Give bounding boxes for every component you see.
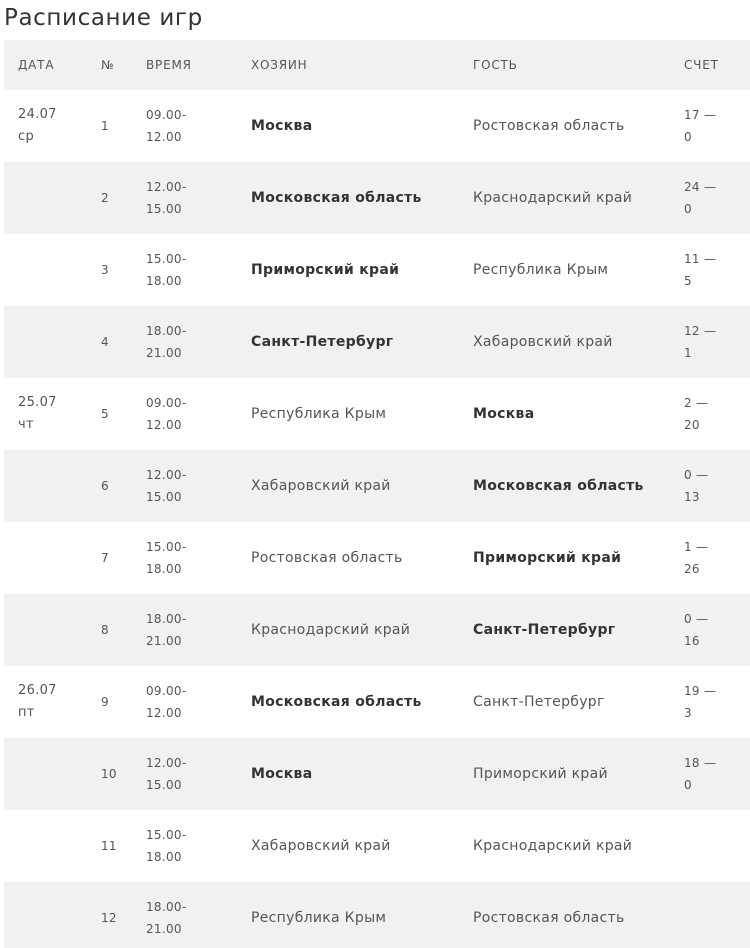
- score-cell: [674, 882, 750, 948]
- header-score: СЧЕТ: [684, 58, 719, 72]
- game-number: 11: [101, 839, 117, 853]
- score-bottom: 16: [684, 634, 700, 648]
- time-cell: [132, 378, 237, 450]
- score-cell: [674, 666, 750, 738]
- game-number: 10: [101, 767, 117, 781]
- score-cell: [674, 378, 750, 450]
- guest-team: Ростовская область: [473, 910, 625, 926]
- table-row: [4, 810, 750, 882]
- score-bottom: 13: [684, 490, 700, 504]
- time-cell: [132, 594, 237, 666]
- guest-team: Краснодарский край: [473, 838, 633, 854]
- table-row: [4, 90, 750, 162]
- score-top: 0 —: [684, 612, 709, 626]
- score-bottom: 3: [684, 706, 692, 720]
- time-end: 18.00: [146, 850, 182, 864]
- time-start: 12.00-: [146, 756, 187, 770]
- date-cell: [4, 450, 87, 522]
- score-top: 0 —: [684, 468, 709, 482]
- score-cell: [674, 810, 750, 882]
- score-top: 19 —: [684, 684, 717, 698]
- date-weekday: пт: [18, 705, 35, 720]
- table-row: [4, 234, 750, 306]
- time-end: 12.00: [146, 130, 182, 144]
- time-cell: [132, 90, 237, 162]
- score-bottom: 20: [684, 418, 700, 432]
- date-weekday: чт: [18, 417, 34, 432]
- game-number: 8: [101, 623, 109, 637]
- score-cell: [674, 738, 750, 810]
- score-bottom: 1: [684, 346, 692, 360]
- header-number: №: [101, 58, 115, 72]
- guest-team: Московская область: [473, 478, 644, 494]
- time-start: 18.00-: [146, 900, 187, 914]
- time-start: 12.00-: [146, 180, 187, 194]
- time-end: 18.00: [146, 274, 182, 288]
- host-team: Хабаровский край: [251, 838, 391, 854]
- schedule-table: [4, 40, 750, 948]
- time-start: 18.00-: [146, 612, 187, 626]
- time-start: 09.00-: [146, 684, 187, 698]
- time-end: 15.00: [146, 778, 182, 792]
- time-end: 15.00: [146, 202, 182, 216]
- score-top: 24 —: [684, 180, 717, 194]
- table-row: [4, 882, 750, 948]
- header-guest: ГОСТЬ: [473, 58, 518, 72]
- date-day: 25.07: [18, 395, 57, 410]
- host-team: Московская область: [251, 190, 422, 206]
- score-top: 2 —: [684, 396, 709, 410]
- time-end: 12.00: [146, 418, 182, 432]
- date-day: 26.07: [18, 683, 57, 698]
- date-cell: [4, 234, 87, 306]
- score-top: 12 —: [684, 324, 717, 338]
- table-row: [4, 306, 750, 378]
- guest-team: Приморский край: [473, 550, 622, 566]
- date-cell: [4, 810, 87, 882]
- table-row: [4, 522, 750, 594]
- date-cell: [4, 522, 87, 594]
- header-host: ХОЗЯИН: [251, 58, 308, 72]
- host-team: Краснодарский край: [251, 622, 411, 638]
- header-time: ВРЕМЯ: [146, 58, 192, 72]
- score-cell: [674, 90, 750, 162]
- score-bottom: 26: [684, 562, 700, 576]
- header-date: ДАТА: [18, 58, 55, 72]
- table-row: [4, 162, 750, 234]
- score-top: 1 —: [684, 540, 709, 554]
- score-cell: [674, 522, 750, 594]
- guest-team: Приморский край: [473, 766, 608, 782]
- time-cell: [132, 666, 237, 738]
- time-cell: [132, 810, 237, 882]
- host-team: Москва: [251, 766, 313, 782]
- time-end: 18.00: [146, 562, 182, 576]
- host-team: Ростовская область: [251, 550, 403, 566]
- date-cell: [4, 90, 87, 162]
- time-cell: [132, 162, 237, 234]
- time-end: 12.00: [146, 706, 182, 720]
- time-start: 18.00-: [146, 324, 187, 338]
- time-end: 21.00: [146, 634, 182, 648]
- date-cell: [4, 666, 87, 738]
- date-cell: [4, 882, 87, 948]
- time-start: 15.00-: [146, 540, 187, 554]
- game-number: 2: [101, 191, 109, 205]
- game-number: 9: [101, 695, 109, 709]
- score-cell: [674, 450, 750, 522]
- host-team: Москва: [251, 118, 313, 134]
- game-number: 7: [101, 551, 109, 565]
- header-row: [4, 40, 750, 90]
- table-row: [4, 738, 750, 810]
- time-cell: [132, 738, 237, 810]
- time-end: 21.00: [146, 346, 182, 360]
- time-cell: [132, 522, 237, 594]
- time-cell: [132, 234, 237, 306]
- guest-team: Ростовская область: [473, 118, 625, 134]
- table-header: [4, 40, 750, 90]
- host-team: Хабаровский край: [251, 478, 391, 494]
- guest-team: Санкт-Петербург: [473, 694, 605, 710]
- table-row: [4, 378, 750, 450]
- host-team: Санкт-Петербург: [251, 334, 394, 350]
- score-bottom: 0: [684, 778, 692, 792]
- host-team: Республика Крым: [251, 910, 387, 926]
- guest-team: Республика Крым: [473, 262, 609, 278]
- time-end: 15.00: [146, 490, 182, 504]
- table-row: [4, 666, 750, 738]
- date-day: 24.07: [18, 107, 57, 122]
- date-cell: [4, 738, 87, 810]
- guest-team: Хабаровский край: [473, 334, 613, 350]
- time-start: 09.00-: [146, 108, 187, 122]
- score-cell: [674, 234, 750, 306]
- time-start: 12.00-: [146, 468, 187, 482]
- time-end: 21.00: [146, 922, 182, 936]
- date-cell: [4, 162, 87, 234]
- time-cell: [132, 306, 237, 378]
- time-cell: [132, 882, 237, 948]
- score-top: 18 —: [684, 756, 717, 770]
- score-bottom: 5: [684, 274, 692, 288]
- guest-team: Краснодарский край: [473, 190, 633, 206]
- date-cell: [4, 306, 87, 378]
- guest-team: Москва: [473, 406, 535, 422]
- time-start: 15.00-: [146, 252, 187, 266]
- time-start: 15.00-: [146, 828, 187, 842]
- host-team: Московская область: [251, 694, 422, 710]
- time-cell: [132, 450, 237, 522]
- score-cell: [674, 306, 750, 378]
- table-row: [4, 594, 750, 666]
- score-cell: [674, 594, 750, 666]
- host-team: Республика Крым: [251, 406, 387, 422]
- page-title: Расписание игр: [4, 5, 203, 31]
- game-number: 4: [101, 335, 109, 349]
- table-row: [4, 450, 750, 522]
- score-bottom: 0: [684, 202, 692, 216]
- table-body: [4, 90, 750, 948]
- time-start: 09.00-: [146, 396, 187, 410]
- score-top: 11 —: [684, 252, 717, 266]
- host-team: Приморский край: [251, 262, 400, 278]
- game-number: 5: [101, 407, 109, 421]
- date-cell: [4, 378, 87, 450]
- date-cell: [4, 594, 87, 666]
- game-number: 3: [101, 263, 109, 277]
- game-number: 1: [101, 119, 109, 133]
- game-number: 6: [101, 479, 109, 493]
- score-bottom: 0: [684, 130, 692, 144]
- score-top: 17 —: [684, 108, 717, 122]
- score-cell: [674, 162, 750, 234]
- date-weekday: ср: [18, 129, 34, 144]
- game-number: 12: [101, 911, 117, 925]
- guest-team: Санкт-Петербург: [473, 622, 616, 638]
